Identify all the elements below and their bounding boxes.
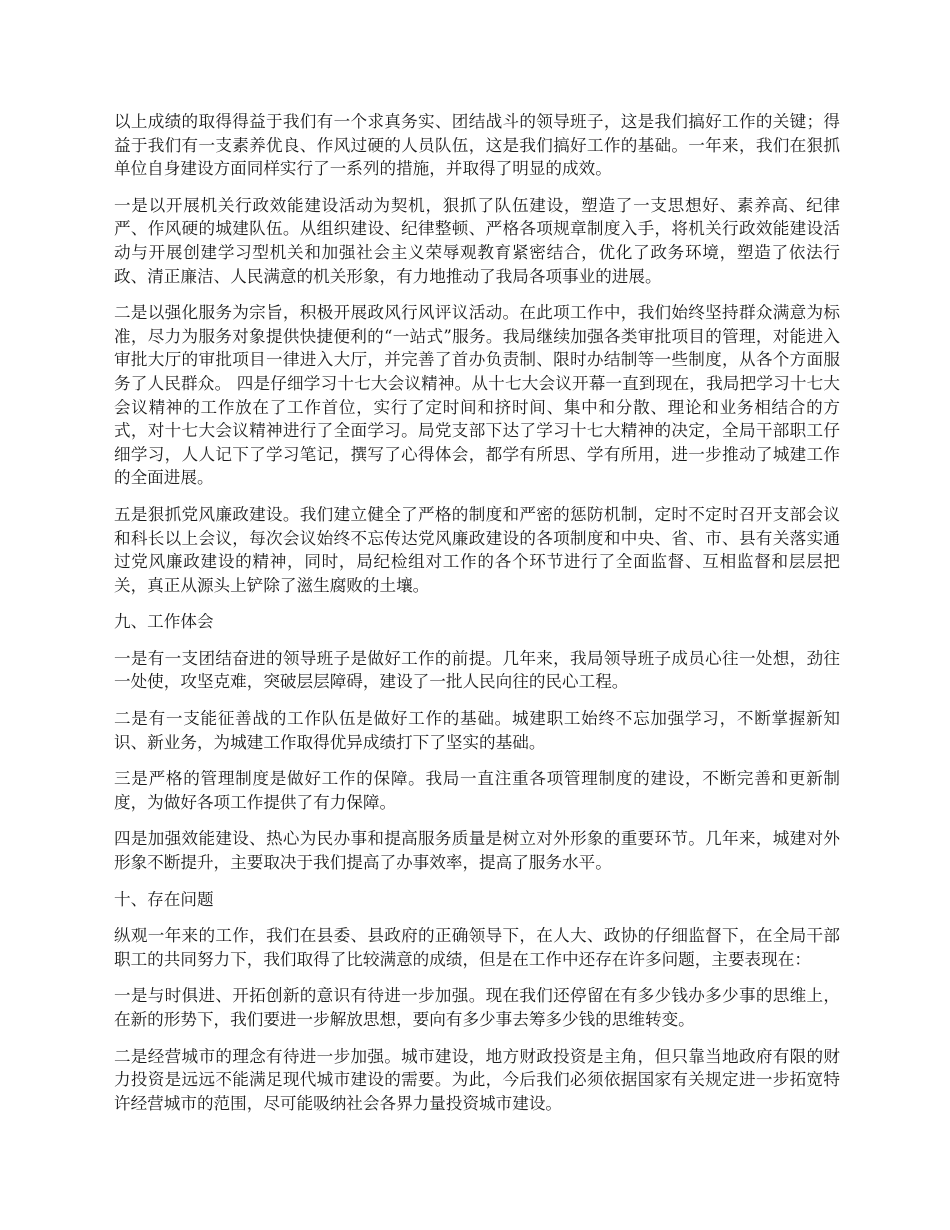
paragraph-workforce: 二是有一支能征善战的工作队伍是做好工作的基础。城建职工始终不忘加强学习，不断掌握新知识、新业务，为城建工作取得优异成绩打下了坚实的基础。: [114, 709, 840, 752]
paragraph-innovation-problem: 一是与时俱进、开拓创新的意识有待进一步加强。现在我们还停留在有多少钱办多少事的思维上，在新的形势下，我们要进一步解放思想，要向有多少事去筹多少钱的思维转变。: [114, 986, 840, 1029]
paragraph-achievements-summary: 以上成绩的取得得益于我们有一个求真务实、团结战斗的领导班子，这是我们搞好工作的关键；得益于我们有一支素养优良、作风过硬的人员队伍，这是我们搞好工作的基础。一年来，我们在狠抓单位自身建设方面同样实行了一系列的措施，并取得了明显的成效。: [114, 112, 840, 179]
section-heading-work-experience: 九、工作体会: [114, 612, 214, 632]
paragraph-problems-overview: 纵观一年来的工作，我们在县委、县政府的正确领导下，在人大、政协的仔细监督下，在全局干部职工的共同努力下，我们取得了比较满意的成绩，但是在工作中还存在许多问题，主要表现在：: [114, 926, 840, 969]
document-body: [114, 110, 840, 1128]
paragraph-leadership: 一是有一支团结奋进的领导班子是做好工作的前提。几年来，我局领导班子成员心往一处想，劲往一处使，攻坚克难，突破层层障碍，建设了一批人民向往的民心工程。: [114, 648, 840, 692]
paragraph-service-and-study: 二是以强化服务为宗旨，积极开展政风行风评议活动。在此项工作中，我们始终坚持群众满意为标准，尽力为服务对象提供快捷便利的“一站式”服务。我局继续加强各类审批项目的管理，对能进入审批大厅的审批项目一律进入大厅，并完善了首办负责制、限时办结制等一些制度，从各个方面服务了人民群众。 四是仔细学习十七大会议精神。从十七大会议开幕一直到现在，我局把学习十七大会议精神的工作放在了工作首位，实行了定时间和挤时间、集中和分散、理论和业务相结合的方式，对十七大会议精神进行了全面学习。局党支部下达了学习十七大精神的决定，全局干部职工仔细学习，人人记下了学习笔记，撰写了心得体会，都学有所思、学有所用，进一步推动了城建工作的全面进展。: [114, 303, 840, 488]
paragraph-public-image: 四是加强效能建设、热心为民办事和提高服务质量是树立对外形象的重要环节。几年来，城建对外形象不断提升，主要取决于我们提高了办事效率，提高了服务水平。: [114, 829, 840, 873]
paragraph-anti-corruption: 五是狠抓党风廉政建设。我们建立健全了严格的制度和严密的惩防机制，定时不定时召开支部会议和科长以上会议，每次会议始终不忘传达党风廉政建设的各项制度和中央、省、市、县有关落实通过党风廉政建设的精神，同时，局纪检组对工作的各个环节进行了全面监督、互相监督和层层把关，真正从源头上铲除了滋生腐败的土壤。: [114, 504, 840, 595]
paragraph-efficiency-building: 一是以开展机关行政效能建设活动为契机，狠抓了队伍建设，塑造了一支思想好、素养高、纪律严、作风硬的城建队伍。从组织建设、纪律整顿、严格各项规章制度入手，将机关行政效能建设活动与开展创建学习型机关和加强社会主义荣辱观教育紧密结合，优化了政务环境，塑造了依法行政、清正廉洁、人民满意的机关形象，有力地推动了我局各项事业的进展。: [114, 195, 840, 286]
paragraph-management-system: 三是严格的管理制度是做好工作的保障。我局一直注重各项管理制度的建设，不断完善和更新制度，为做好各项工作提供了有力保障。: [114, 769, 840, 812]
paragraph-city-operation-problem: 二是经营城市的理念有待进一步加强。城市建设，地方财政投资是主角，但只靠当地政府有限的财力投资是远远不能满足现代城市建设的需要。为此，今后我们必须依据国家有关规定进一步拓宽特许经营城市的范围，尽可能吸纳社会各界力量投资城市建设。: [114, 1046, 840, 1113]
section-heading-existing-problems: 十、存在问题: [114, 889, 214, 909]
